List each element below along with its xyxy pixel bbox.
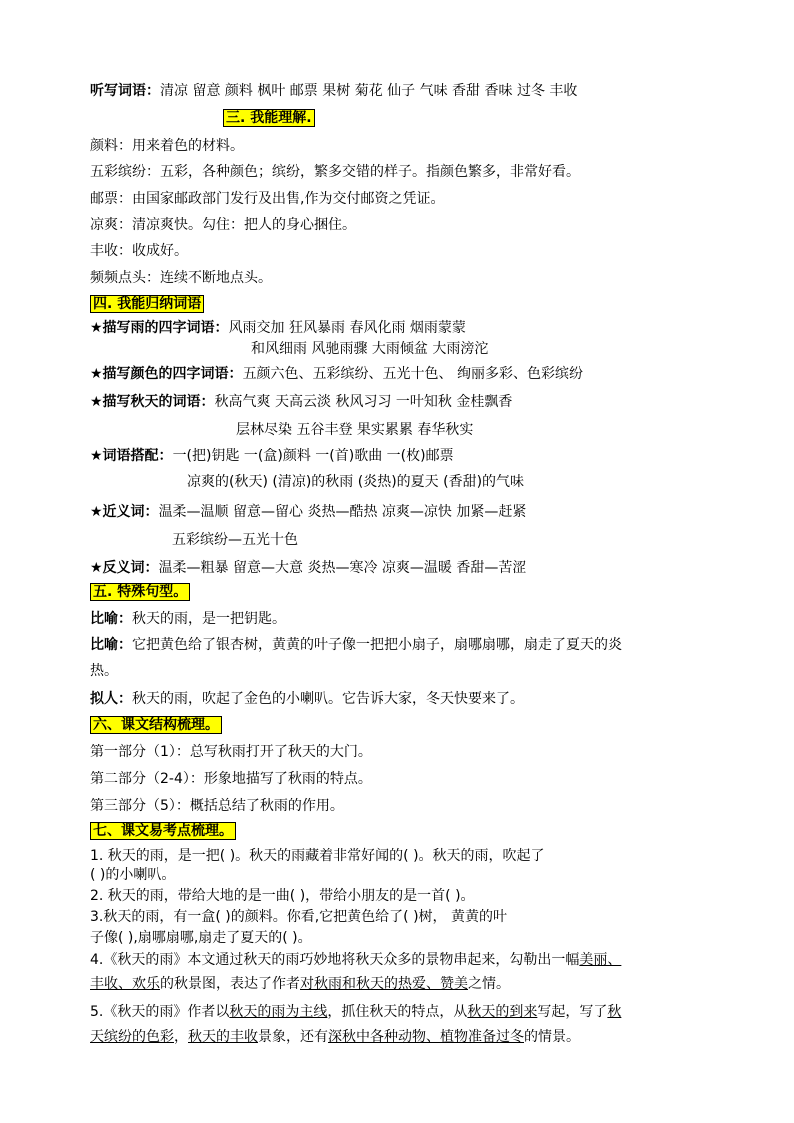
match-label: ★词语搭配： bbox=[90, 448, 173, 464]
match-line-1 bbox=[90, 446, 454, 466]
q5-underline-1: 秋天的雨为主线 bbox=[229, 1004, 328, 1020]
sentence-1-label: 比喻： bbox=[90, 611, 132, 627]
structure-line-1: 第一部分（1）：总写秋雨打开了秋天的大门。 bbox=[90, 744, 372, 760]
q4-text-3: 之情。 bbox=[468, 976, 510, 992]
question-2: 2. 秋天的雨，带给大地的是一曲( )，带给小朋友的是一首( )。 bbox=[90, 888, 475, 904]
structure-line-3: 第三部分（5）：概括总结了秋雨的作用。 bbox=[90, 798, 344, 814]
q5-text-2: ，抓住秋天的特点，从 bbox=[327, 1004, 468, 1020]
q4-text-1: 4.《秋天的雨》本文通过秋天的雨巧妙地将秋天众多的景物串起来，勾勒出一幅 bbox=[90, 952, 580, 968]
q5-text-4: ， bbox=[174, 1029, 188, 1045]
question-4a bbox=[90, 950, 621, 970]
dictation-label: 听写词语： bbox=[90, 83, 160, 99]
sec3-line-5: 丰收：收成好。 bbox=[90, 243, 188, 259]
rain-words-1: 风雨交加 狂风暴雨 春风化雨 烟雨蒙蒙 bbox=[228, 320, 466, 336]
q5-text-3: 写起，写了 bbox=[537, 1004, 608, 1020]
synonym-line-1 bbox=[90, 502, 526, 522]
sec3-heading-line bbox=[223, 108, 315, 128]
q5-underline-5: 秋天的丰收 bbox=[188, 1029, 258, 1045]
q5-text-6: 的情景。 bbox=[524, 1029, 580, 1045]
sec6-heading-line bbox=[90, 715, 222, 735]
sentence-2 bbox=[90, 635, 622, 655]
q5-underline-6: 深秋中各种动物、植物准备过冬 bbox=[328, 1029, 524, 1045]
question-5b bbox=[90, 1027, 580, 1047]
question-3a: 3.秋天的雨，有一盒( )的颜料。你看,它把黄色给了( )树， 黄黄的叶 bbox=[90, 909, 508, 925]
question-3b: 子像( ),扇哪扇哪,扇走了夏天的( )。 bbox=[90, 930, 312, 946]
section-5-heading: 五. 特殊句型。 bbox=[90, 583, 190, 601]
sentence-3 bbox=[90, 689, 524, 709]
question-1a: 1. 秋天的雨，是一把( )。秋天的雨藏着非常好闻的( )。秋天的雨，吹起了 bbox=[90, 848, 545, 864]
q4-underline-3: 对秋雨和秋天的热爱、赞美 bbox=[300, 976, 468, 992]
section-6-heading: 六、课文结构梳理。 bbox=[90, 716, 222, 734]
q5-text-5: 景象，还有 bbox=[258, 1029, 328, 1045]
sentence-2-text: 它把黄色给了银杏树，黄黄的叶子像一把把小扇子，扇哪扇哪，扇走了夏天的炎 bbox=[132, 637, 622, 653]
q5-underline-3: 秋 bbox=[607, 1004, 622, 1020]
sec7-heading-line bbox=[90, 821, 236, 841]
sec3-line-2: 五彩缤纷：五彩，各种颜色；缤纷，繁多交错的样子。指颜色繁多，非常好看。 bbox=[90, 164, 580, 180]
sentence-1-text: 秋天的雨，是一把钥匙。 bbox=[132, 611, 286, 627]
rain-label: ★描写雨的四字词语： bbox=[90, 320, 229, 336]
sec5-heading-line bbox=[90, 582, 190, 602]
color-label: ★描写颜色的四字词语： bbox=[90, 366, 243, 382]
sentence-3-text: 秋天的雨，吹起了金色的小喇叭。它告诉大家，冬天快要来了。 bbox=[132, 691, 524, 707]
dictation-line bbox=[90, 81, 577, 101]
sentence-2-cont: 热。 bbox=[90, 663, 118, 679]
section-3-heading: 三. 我能理解. bbox=[223, 109, 315, 127]
question-5a bbox=[90, 1002, 621, 1022]
sentence-3-label: 拟人： bbox=[90, 691, 132, 707]
q4-text-2: 的秋景图，表达了作者 bbox=[160, 976, 300, 992]
q5-underline-2: 秋天的到来 bbox=[467, 1004, 538, 1020]
antonym-label: ★反义词： bbox=[90, 560, 159, 576]
sentence-2-label: 比喻： bbox=[90, 637, 132, 653]
q4-underline-2: 丰收、欢乐 bbox=[90, 976, 160, 992]
section-4-heading: 四. 我能归纳词语 bbox=[90, 295, 204, 313]
q5-text-1: 5.《秋天的雨》作者以 bbox=[90, 1004, 230, 1020]
question-1b: ( )的小喇叭。 bbox=[90, 867, 176, 883]
q5-underline-4: 天缤纷的色彩 bbox=[90, 1029, 174, 1045]
antonym-words: 温柔—粗暴 留意—大意 炎热—寒冷 凉爽—温暖 香甜—苦涩 bbox=[158, 560, 527, 576]
color-words: 五颜六色、五彩缤纷、五光十色、 绚丽多彩、色彩缤纷 bbox=[242, 366, 584, 382]
sec3-line-3: 邮票：由国家邮政部门发行及出售,作为交付邮资之凭证。 bbox=[90, 191, 445, 207]
section-7-heading: 七、课文易考点梳理。 bbox=[90, 822, 236, 840]
synonym-words-2: 五彩缤纷—五光十色 bbox=[172, 532, 298, 548]
sec3-line-1: 颜料：用来着色的材料。 bbox=[90, 138, 244, 154]
antonym-line bbox=[90, 558, 526, 578]
color-words-line bbox=[90, 364, 583, 384]
q4-underline-1: 美丽、 bbox=[579, 952, 622, 968]
dictation-words: 清凉 留意 颜料 枫叶 邮票 果树 菊花 仙子 气味 香甜 香味 过冬 丰收 bbox=[160, 83, 578, 99]
sec3-line-4: 凉爽：清凉爽快。勾住：把人的身心捆住。 bbox=[90, 217, 356, 233]
synonym-words-1: 温柔—温顺 留意—留心 炎热—酷热 凉爽—凉快 加紧—赶紧 bbox=[158, 504, 527, 520]
rain-words-2: 和风细雨 风驰雨骤 大雨倾盆 大雨滂沱 bbox=[251, 341, 489, 357]
autumn-label: ★描写秋天的词语： bbox=[90, 394, 215, 410]
synonym-label: ★近义词： bbox=[90, 504, 159, 520]
rain-words-line-1 bbox=[90, 318, 466, 338]
sec4-heading-line bbox=[90, 294, 204, 314]
autumn-words-line-1 bbox=[90, 392, 512, 412]
question-4b bbox=[90, 974, 510, 994]
structure-line-2: 第二部分（2-4）：形象地描写了秋雨的特点。 bbox=[90, 771, 372, 787]
sentence-1 bbox=[90, 609, 286, 629]
autumn-words-2: 层林尽染 五谷丰登 果实累累 春华秋实 bbox=[236, 422, 474, 438]
match-words-2: 凉爽的(秋天) (清凉)的秋雨 (炎热)的夏天 (香甜)的气味 bbox=[187, 474, 525, 490]
match-words-1: 一(把)钥匙 一(盒)颜料 一(首)歌曲 一(枚)邮票 bbox=[172, 448, 454, 464]
autumn-words-1: 秋高气爽 天高云淡 秋风习习 一叶知秋 金桂飘香 bbox=[214, 394, 513, 410]
sec3-line-6: 频频点头：连续不断地点头。 bbox=[90, 270, 272, 286]
